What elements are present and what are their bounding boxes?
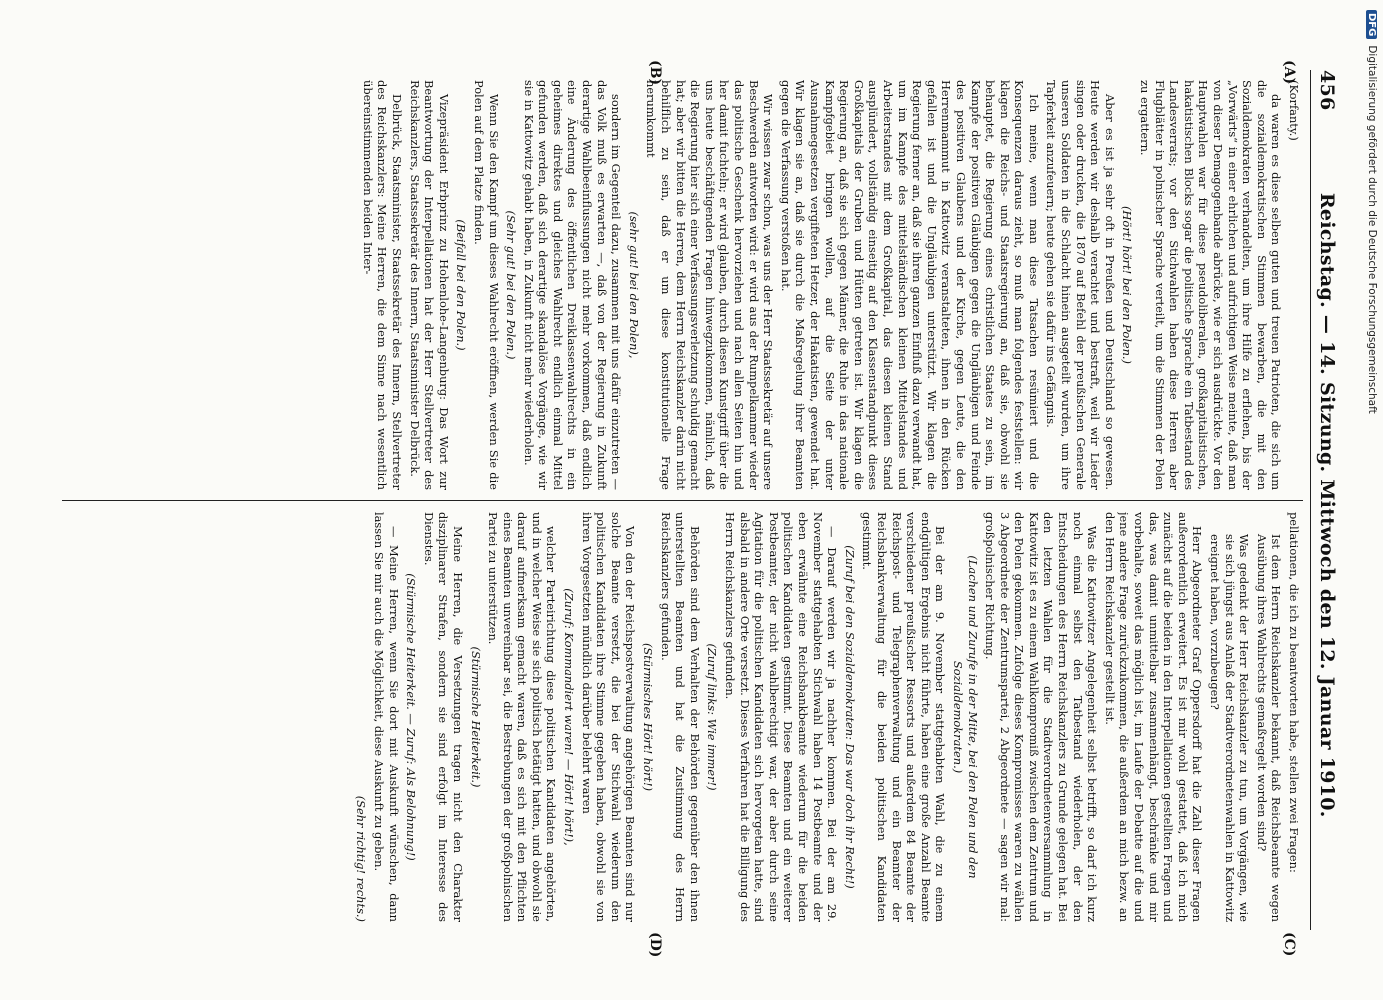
paragraph: (Korfanty.): [1287, 80, 1301, 141]
margin-marker-b: (B): [647, 60, 663, 86]
paragraph: (Stürmische Heiterkeit. — Zuruf: Als Belohnung!): [404, 573, 419, 861]
paragraph: Delbrück, Staatsminister, Staatssekretär des Innern, Stellvertreter des Reichskanzlers: Meine Herren, die dem Sinne nach wesentlich übereinstimmenden beiden Inter-: [360, 80, 404, 490]
paragraph: (Zuruf: Kommandiert waren! — Hört! hört!),: [562, 588, 577, 846]
page-header: [1310, 70, 1343, 930]
margin-marker-c: (C): [1281, 932, 1297, 957]
paragraph: Was die Kattowitzer Angelegenheit selbst betrifft, so darf ich kurz noch einmal selbst den Tatbestand wiederholen, der den Entscheidungen des Herrn Reichskanzlers zu Grunde gelegen hat. Bei den letzten Wahlen für die Stadtverordnetenversammlung in Kattowitz ist es zu einem Wahlkompromiß zwischen dem Zentrum und den Polen gekommen. Zufolge dieses Kompromisses waren zu wählen 3 Abgeordnete der Zentrumspartei, 2 Abgeordnete — sagen wir mal: großpolnischer Richtung.: [983, 512, 1100, 922]
column-divider: [62, 500, 1303, 501]
paragraph: (Stürmisches Hört! hört!): [641, 642, 656, 792]
paragraph: Meine Herren, die Versetzungen tragen nicht den Charakter disziplinarer Strafen, sondern sie sind erfolgt im Interesse des Dienstes.: [421, 512, 465, 922]
margin-marker-a: (A): [1281, 60, 1297, 85]
margin-marker-d: (D): [647, 932, 663, 958]
credit-text: Digitalisierung gefördert durch die Deutsche Forschungsgemeinschaft: [1366, 45, 1378, 414]
paragraph: — Darauf werden wir ja nachher kommen. Bei der am 29. November stattgehabten Stichwahl haben 14 Postbeamte und der eben erwähnte eine Reichsbankbeamte wiederum für die beiden politischen Kandidaten gestimmt. Diese Beamten und ein weiterer Postbeamter, der nicht wahlberechtigt war, der aber durch seine Agitation für die politischen Kandidaten sich hervorgetan hatte, sind alsbald in andere Orte versetzt. Dieses Verfahren hat die Billigung des Herrn Reichskanzlers gefunden.: [723, 512, 840, 922]
paragraph: Ich meine, wenn man diese Tatsachen resümiert und die Konsequenzen daraus zieht, so muß man folgendes feststellen: wir klagen die Reichs- und Staatsregierung an, daß sie, obwohl sie behauptet, die Regierung eines christlichen Staates zu sein, im Kampfe der positiven Gläubigen gegen die Ungläubigen und Feinde des positiven Glaubens und der Kirche, gegen Leute, die den Herrenmammut in Kattowitz veranstalteten, ihnen in den Rücken gefallen ist und die Ungläubigen unterstützt. Wir klagen die Regierung ferner an, daß sie ihren ganzen Einfluß dazu verwandt hat, um im Kampfe des mittelständischen kleinen Mittelstandes und Arbeiterstandes mit dem Großkapital, das diesen kleinen Stand ausplündert, vollständig einseitig auf den Klassenstandpunkt dieses Großkapitals der Gruben und Hütten getreten ist. Wir klagen die Regierung an, daß sie sich gegen Männer, die Ruhe in das nationale Kampfgebiet bringen wollen, auf die Seite der unter Ausnahmegesetzen vergifteten Hetzer, der Hakatisten, gewendet hat. Wir klagen sie an, daß sie durch die Maßregelung ihrer Beamten gegen die Verfassung verstoßen hat.: [778, 80, 1041, 490]
digitization-credit: [1361, 0, 1383, 1000]
paragraph: da waren es diese selben guten und treuen Patrioten, die sich um die sozialdemokratischen Stimmen bewarben, die mit den Sozialdemokraten verhandelten, um ihre Hilfe zu erflehen, bis der „Vorwärts“ in einer ehrlichen und aufrichtigen Weise meinte, daß man von dieser Demagogenbande abrücke, wie er sich ausdrückte. Vor den Hauptwahlen war für diese pseudoliberalen, großkapitalistischen, hakatistischen Blocks sogar die politische Sprache ein Tatbestand des Landesverrats; vor den Stichwahlen haben diese Herren aber Flugblätter in polnischer Sprache verteilt, um die Stimmen der Polen zu ergattern.: [1138, 80, 1284, 490]
paragraph: Wenn Sie den Kampf um dieses Wahlrecht eröffnen, werden Sie die Polen auf dem Platze finden.: [471, 80, 501, 490]
paragraph: Behörden sind dem Verhalten der Behörden gegenüber den ihnen unterstellten Beamten und hat die Zustimmung des Herrn Reichskanzlers gefunden.: [658, 512, 702, 922]
paragraph: Aber es ist ja sehr oft in Preußen und Deutschland so gewesen. Heute werden wir deshalb verachtet und bestraft, weil wir Lieder singen oder drucken, die 1870 auf Befehl der preußischen Generale unseren Soldaten in die Schlacht hinein ausgeteilt wurden, um ihre Tapferkeit anzufeuern; heute gehen sie dafür ins Gefängnis.: [1044, 80, 1117, 490]
paragraph: (Beifall bei den Polen.): [454, 219, 469, 351]
running-title: Reichstag. — 14. Sitzung. Mittwoch den 12. Januar 1910.: [1316, 192, 1338, 818]
dfg-logo: DFG: [1367, 10, 1378, 39]
paragraph: (Sehr gut! bei den Polen.): [504, 210, 519, 360]
paragraph: Ist dem Herrn Reichskanzler bekannt, daß Reichsbeamte wegen Ausübung ihres Wahlrechts gemaßregelt worden sind?: [1254, 534, 1284, 922]
paragraph: (sehr gut! bei den Polen),: [626, 211, 641, 359]
paragraph: (Zuruf bei den Sozialdemokraten: Das war doch ihr Recht!): [842, 545, 857, 889]
paragraph: (Lachen und Zurufe in der Mitte, bei den Polen und den Sozialdemokraten.): [950, 555, 980, 879]
paragraph: (Stürmische Heiterkeit.): [468, 646, 483, 788]
right-column: [60, 512, 1301, 922]
paragraph: Vizepräsident Erbprinz zu Hohenlohe-Langenburg: Das Wort zur Beantwortung der Interpellationen hat der Herr Stellvertreter des Reichskanzlers, Staatssekretär des Innern, Staatsminister Delbrück.: [407, 80, 451, 490]
paragraph: Wir wissen zwar schon, was uns der Herr Staatssekretär auf unsere Beschwerden antworten wird: er wird aus der Rumpelkammer wieder das politische Geschenk hervorziehen und nach allen Seiten hin und her damit fuchteln; er wird glauben, durch diesen Kunstgriff über die uns heute beschäftigenden Fragen hinwegzukommen, nämlich, daß die Regierung hier sich einer Verfassungsverletzung schuldig gemacht hat; aber wir bitten die Herren, dem Herrn Reichskanzler darin nicht behilflich zu sein, daß er um diese konstitutionelle Frage herumkommt: [644, 80, 776, 490]
paragraph: (Sehr richtig! rechts.): [354, 795, 369, 922]
paragraph: Was gedenkt der Herr Reichskanzler zu tun, um Vorgängen, wie sie sich jüngst aus Anlaß der Stadtverordnetenwahlen in Kattowitz ereignet haben, vorzubeugen?: [1208, 534, 1252, 922]
paragraph: pellationen, die ich zu beantworten habe, stellen zwei Fragen:: [1287, 512, 1301, 873]
left-column: [60, 80, 1301, 490]
paragraph: Von den der Reichspostverwaltung angehörigen Beamten sind nur solche Beamte versetzt, die bei der Stichwahl wiederum den politischen Kandidaten ihre Stimme gegeben haben, obwohl sie von ihren Vorgesetzten mündlich darüber belehrt waren: [579, 512, 638, 922]
paragraph: — Meine Herren, wenn Sie dort mit Auskunft wünschen, dann lassen Sie mir auch die Möglichkeit, diese Auskunft zu geben.: [371, 512, 401, 922]
paragraph: (Zuruf links: Wie immer!): [705, 643, 720, 791]
paragraph: (Hört! hört! bei den Polen.): [1120, 205, 1135, 364]
paragraph: Herr Abgeordneter Graf Oppersdorff hat die Zahl dieser Fragen außerordentlich erweitert. Es ist mir wohl gestattet, daß ich mich zunächst auf die beiden in den Interpellationen gestellten Fragen und das, was damit unmittelbar zusammenhängt, beschränke und mir vorbehalte, soweit das möglich ist, im Laufe der Debatte auf die und jene andere Frage zurückzukommen, die außerdem an mich bezw. an den Herrn Reichskanzler gestellt ist.: [1102, 512, 1205, 922]
paragraph: welcher Parteirichtung diese politischen Kandidaten angehörten, und in welcher Weise sie sich politisch betätigt hatten, und obwohl sie darauf aufmerksam gemacht waren, daß es sich mit den Pflichten eines Beamten unvereinbar sei, die Bestrebungen der großpolnischen Partei zu unterstützen.: [486, 512, 559, 922]
paragraph: sondern im Gegenteil dazu, zusammen mit uns dafür einzutreten — das Volk muß es erwarten —, daß von der Regierung in Zukunft derartige Wahlbeeinflussungen nicht mehr vorkommen, daß endlich eine Änderung des öffentlichen Dreiklassenwahlrechts in ein geheimes direktes und gleiches Wahlrecht endlich einmal Mittel gefunden werden, daß sich derartige skandalöse Vorgänge, wie wir sie in Kattowitz gehabt haben, in Zukunft nicht mehr wiederholen.: [521, 80, 624, 490]
paragraph: Bei der am 9. November stattgehabten Wahl, die zu einem endgültigen Ergebnis nicht führte, haben eine große Anzahl Beamte verschiedener preußischer Ressorts und außerdem 84 Beamte der Reichspost- und Telegraphenverwaltung und ein Beamter der Reichsbankverwaltung für die beiden politischen Kandidaten gestimmt.: [860, 512, 948, 922]
page-number: 456: [1316, 70, 1338, 111]
